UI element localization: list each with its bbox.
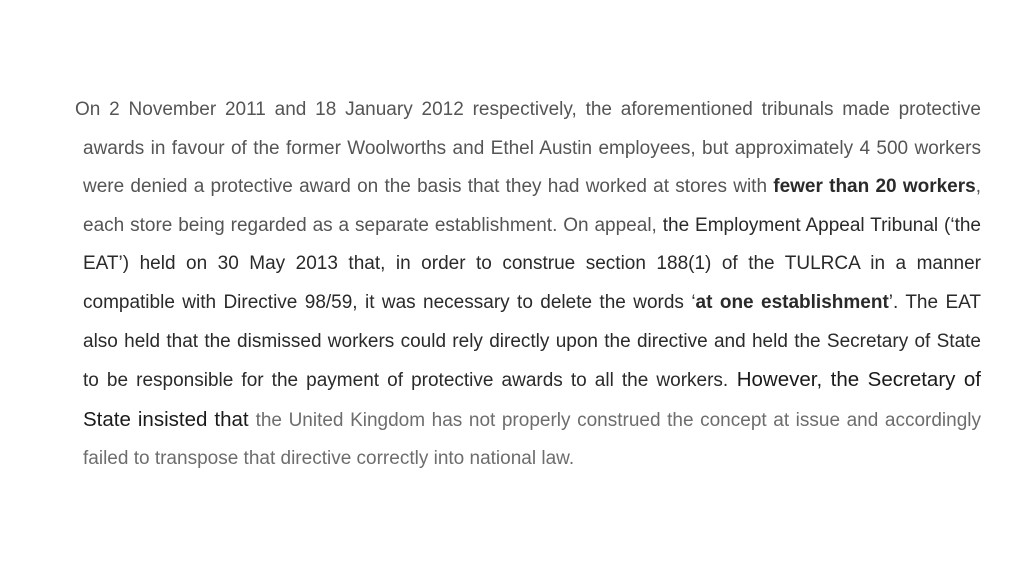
paragraph-segment-however: However, the Secretary of State insisted that — [83, 368, 981, 431]
emphasis-fewer-than-20-workers: fewer than 20 workers — [773, 176, 976, 198]
paragraph-segment-eat-also-held: ’. The EAT also held that the dismissed workers could rely directly upon the directive and held the Secretary of State to be responsible for the payment of protective awards to all the workers. — [83, 291, 981, 392]
body-paragraph — [75, 91, 982, 479]
paragraph-segment-intro: On 2 November 2011 and 18 January 2012 respectively, the aforementioned tribunals made protective awards in favour of the former Woolworths and Ethel Austin employees, but approximately 4 500 workers were denied a protective award on the basis that they had worked at stores with — [75, 99, 981, 198]
emphasis-at-one-establishment: at one establishment — [695, 291, 889, 313]
paragraph-segment-eat-ruling: the Employment Appeal Tribunal (‘the EAT’) held on 30 May 2013 that, in order to construe section 188(1) of the TULRCA in a manner compatible with Directive 98/59, it was necessary to delete the words ‘ — [83, 214, 981, 313]
paragraph-segment-uk-failed: the United Kingdom has not properly construed the concept at issue and accordingly failed to transpose that directive correctly into national law. — [83, 409, 982, 470]
paragraph-segment-establishment: , each store being regarded as a separate establishment. On appeal, — [83, 176, 981, 236]
